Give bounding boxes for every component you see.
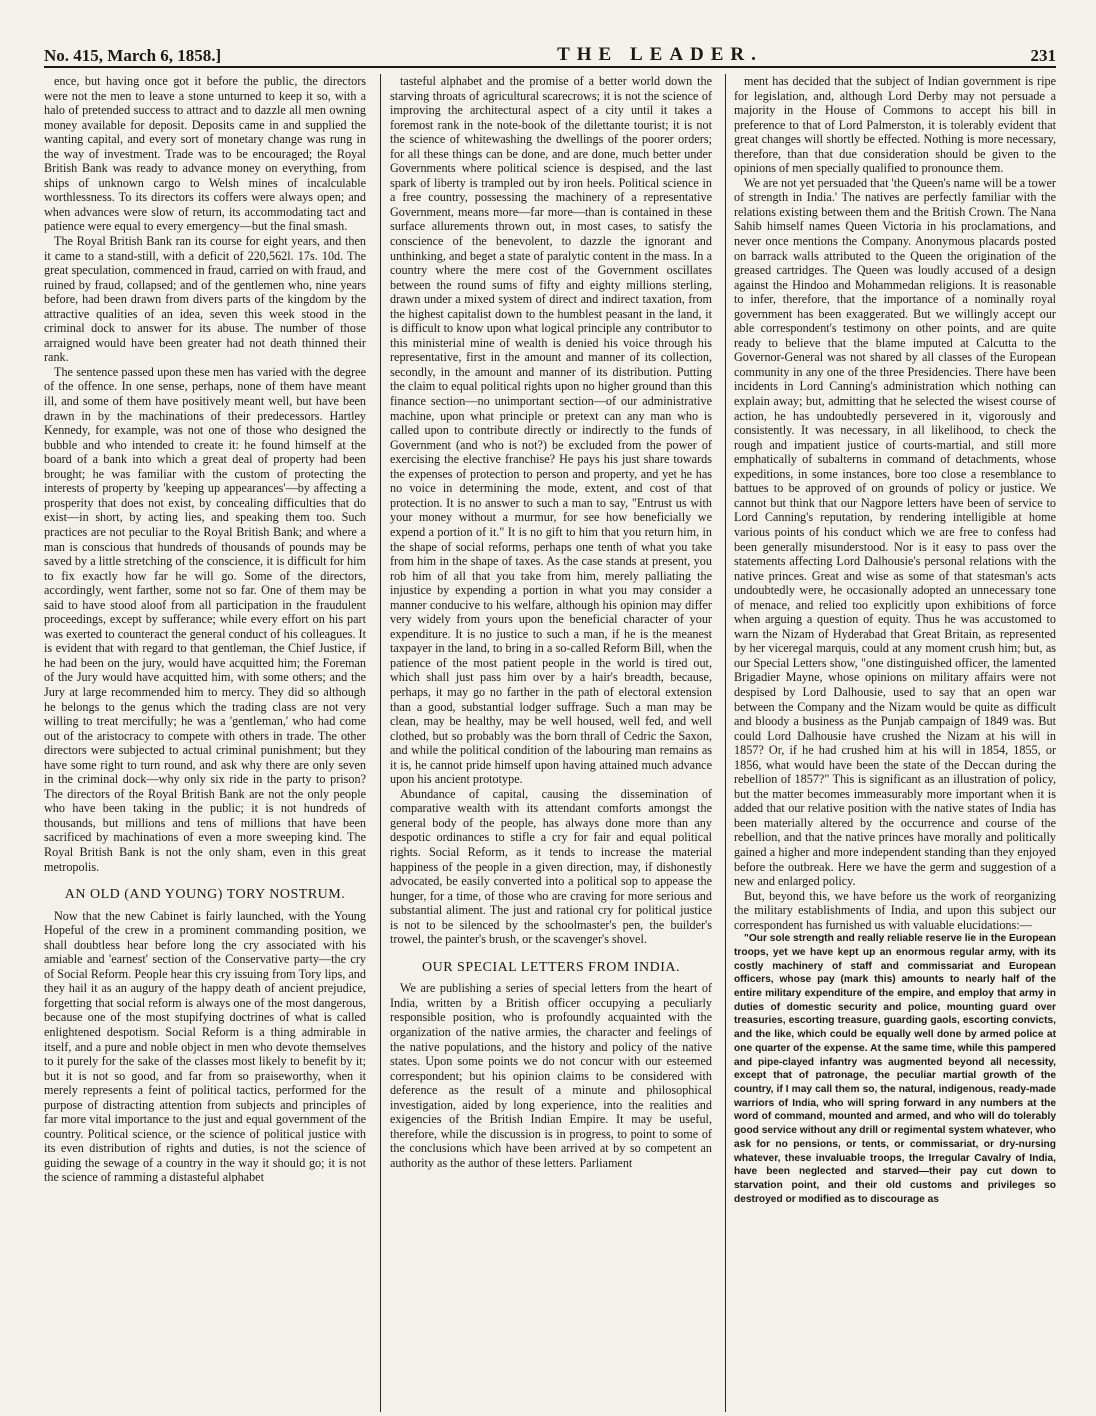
- paragraph: ence, but having once got it before the public, the directors were not the men to leave a stone unturned to keep it so, with a halo of pretended success to attract and to dazzle all men owning money available for deposit. Deposits came in and supplied the wanting capital, and every sort of monetary change was rung in the way of investment. Trade was to be encouraged; the Royal British Bank was ready to advance money on everything, from ships of unknown cargo to Welsh mines of incalculable worthlessness. To its directors its coffers were always open; and when advances were slow of return, its accommodating tact and patience were equal to every emergency—but the final smash.: [44, 74, 366, 234]
- paragraph: tasteful alphabet and the promise of a better world down the starving throats of agricultural scarecrows; it is not the science of improving the architectural aspect of a city until it takes a foremost rank in the note-book of the dilettante tourist; it is not the science of whitewashing the dwellings of the poorer orders; for all these things can be done, and are done, much better under Governments where political science is despised, and the last spark of liberty is trampled out by iron heels. Political science in a free country, possessing the machinery of a representative Government, means more—far more—than is contained in these surface allurements thrown out, in most cases, to satisfy the conscience of the benevolent, to dazzle the ignorant and unthinking, and beget a state of paralytic content in the mass. In a country where the mere cost of the Government oscillates between the round sums of fifty and eighty millions sterling, drawn under a mixed system of direct and indirect taxation, from the highest capitalist down to the humblest peasant in the land, it is difficult to know upon what logical principle any contributor to this ministerial mine of wealth is denied his voice through his representative, first in the amount and manner of its collection, secondly, in the amount and manner of its distribution. Putting the claim to equal political rights upon no higher ground than this finance section—no unimportant section—of our administrative machine, upon what principle or pretext can any man who is called upon to contribute directly or indirectly to the funds of Government (and who is not?) be excluded from the power of exercising the elective franchise? He pays his just share towards the expenses of protection to person and property, and yet he has no voice in determining the mode, extent, and cost of that protection. It is no answer to such a man to say, "Entrust us with your money without a murmur, for see how beneficially we expend a portion of it." It is no gift to him that you return him, in the shape of social reforms, perhaps one tenth of what you take from him in the shape of taxes. As the case stands at present, you rob him of all that you take from him, merely palliating the injustice by expending a portion in what you may consider a manner conducive to his welfare, although his opinion may differ very widely from yours upon the beneficial character of your expenditure. It is no justice to such a man, if he is the meanest taxpayer in the land, to bring in a so-called Reform Bill, when the patience of the most patient people in the world is tired out, which shall just pass him over by a hair's breadth, because, perhaps, it may go no farther in the path of electoral extension than a good, substantial lodger suffrage. Such a man may be clean, may be healthy, may be well housed, well fed, and well clothed, but so probably was the born thrall of Cedric the Saxon, and while the political condition of the labouring man remains as it is, he cannot pride himself upon having attained much advance upon his ancient prototype.: [390, 74, 712, 787]
- column-3: [734, 74, 1056, 1412]
- paragraph: We are publishing a series of special letters from the heart of India, written by a British officer occupying a peculiarly responsible position, who is profoundly acquainted with the organization of the native armies, the character and feelings of the native populations, and the history and policy of the native states. Upon some points we do not concur with our esteemed correspondent; but his opinion claims to be considered with deference as the result of a minute and philosophical investigation, aided by long experience, into the realities and exigencies of the British Indian Empire. It may be useful, therefore, while the discussion is in progress, to point to some of the conclusions which have been arrived at by so competent an authority as the author of these letters. Parliament: [390, 981, 712, 1170]
- paragraph: We are not yet persuaded that 'the Queen's name will be a tower of strength in India.' The natives are perfectly familiar with the relations existing between them and the British Crown. The Nana Sahib himself names Queen Victoria in his proclamations, and never once mentions the Company. Anonymous placards posted on barrack walls attributed to the Queen the origination of the greased cartridges. The Queen was loudly accused of a design against the Hindoo and Mohammedan religions. It is reasonable to infer, therefore, that the importance of a nominally royal government has been exaggerated. But we willingly accept our able correspondent's testimony on other points, and are quite ready to believe that the blame imputed at Calcutta to the Governor-General was not shared by all classes of the European community in any one of the three Presidencies. There have been incidents in Lord Canning's administration which nothing can explain away; but, admitting that he selected the wisest course of action, he has undoubtedly persevered in it, vigorously and consistently. It was necessary, in all likelihood, to check the rough and impatient justice of courts-martial, and still more emphatically of subalterns in command of detachments, whose expeditions, in some instances, bore too close a resemblance to battues to be approved of on grounds of policy or justice. We cannot but think that our Nagpore letters have been of service to Lord Canning's reputation, by rendering intelligible at home various points of his conduct which we are free to confess had been generally misunderstood. Nor is it easy to pass over the statements affecting Lord Dalhousie's personal relations with the native princes. Great and wise as some of that statesman's acts undoubtedly were, he occasionally adopted an unnecessary tone of menace, and relied too explicitly upon exhibitions of force when arguing a question of equity. Thus he was accustomed to warn the Nizam of Hyderabad that Great Britain, as represented by her viceregal marquis, could at any moment crush him; but, as our Special Letters show, "one distinguished officer, the lamented Brigadier Mayne, whose opinions on military affairs were not despised by Lord Dalhousie, used to say that an open war between the Company and the Nizam would be quite as difficult and bloody a business as the Punjab campaign of 1849 was. But could Lord Dalhousie have crushed the Nizam at his will in 1857? Or, if he had crushed him at his will in 1854, 1855, or 1856, what would have been the state of the Deccan during the rebellion of 1857?" This is significant as an illustration of policy, but the matter becomes immeasurably more important when it is added that our relative position with the native states of India has been materially altered by the occurrence and course of the rebellion, and that the native princes have morally and politically gained a higher and more independent standing than they enjoyed before the outbreak. Here we have the germ and suggestion of a new and enlarged policy.: [734, 175, 1056, 889]
- issue-line: No. 415, March 6, 1858.]: [44, 46, 222, 65]
- masthead: [44, 32, 1056, 68]
- paragraph: ment has decided that the subject of Indian government is ripe for legislation, and, although Lord Derby may not persuade a majority in the House of Commons to accept his bill in preference to that of Lord Palmerston, it is tolerably evident that great changes will shortly be effected. Nothing is more necessary, therefore, than that due consideration should be given to the opinions of men specially qualified to pronounce them.: [734, 74, 1056, 176]
- paragraph: Abundance of capital, causing the dissemination of comparative wealth with its attendant comforts amongst the general body of the people, has always done more than any despotic ordinances to stifle a cry for fair and equal political rights. Social Reform, as it tends to increase the material happiness of the people in a given direction, may, if dishonestly advocated, be easily converted into a political sop to appease the hunger, for a time, of those who are craving for more serious and substantial aliment. The just and rational cry for political justice is not to be silenced by the schoolmaster's pen, the builder's trowel, the painter's brush, or the scavenger's shovel.: [390, 786, 712, 947]
- paragraph: The sentence passed upon these men has varied with the degree of the offence. In one sense, perhaps, none of them have meant ill, and some of them have positively meant well, but have been drawn in by the machinations of their predecessors. Hartley Kennedy, for example, was not one of those who designed the bubble and who intended to create it: he found himself at the board of a bank into which a great deal of property had been brought; he was familiar with the custom of protecting the interests of property by 'keeping up appearances'—by affecting a prosperity that does not exist, by concealing difficulties that do exist—in short, by acting lies, and speaking them too. Such practices are not peculiar to the Royal British Bank; and where a man is conscious that hundreds of thousands of pounds may be saved by a little stretching of the conscience, it is difficult for him to fix exactly how far he will go. Some of the directors, accordingly, went farther, some not so far. One of them may be said to have stood aloof from all participation in the fraudulent proceedings, except by sufferance; while every effort on his part was exerted to counteract the general conduct of his colleagues. It is evident that with regard to that gentleman, the Chief Justice, if he had been on the jury, would have acquitted him; the Foreman of the Jury would have acquitted him, with some others; and the Jury at large recommended him to mercy. They did so although he belongs to the genus which the trading class are not very willing to treat mercifully; he was a 'gentleman,' who had come out of the aristocracy to compete with others in trade. The other directors were subjected to actual criminal punishment; but they have some right to turn round, and ask why there are only seven in the criminal dock—why only six ride in the party to prison? The directors of the Royal British Bank are not the only people who have been taking in the public; it is not hundreds of thousands, but millions and tens of millions that have been sacrificed by machinations of even a more sweeping kind. The Royal British Bank is not the only sham, even in this great metropolis.: [44, 364, 366, 874]
- column-rule: [725, 74, 726, 1412]
- page-number: 231: [1030, 46, 1056, 65]
- publication-title: THE LEADER.: [557, 44, 763, 65]
- column-rule: [380, 74, 381, 1412]
- section-heading: AN OLD (AND YOUNG) TORY NOSTRUM.: [64, 887, 346, 903]
- section-heading: OUR SPECIAL LETTERS FROM INDIA.: [421, 959, 681, 975]
- paragraph: But, beyond this, we have before us the work of reorganizing the military establishments of India, and upon this subject our correspondent has furnished us with valuable elucidations:—: [734, 888, 1056, 932]
- paragraph: The Royal British Bank ran its course for eight years, and then it came to a stand-still, with a deficit of 220,562l. 17s. 10d. The great speculation, commenced in fraud, carried on with fraud, and ruined by fraud, collapsed; and of the gentlemen who, nine years before, had been drawn from divers parts of the kingdom by the attractive qualities of an idea, seven this week stood in the criminal dock to answer for its abuse. The number of those arraigned would have been greater had not death thinned their rank.: [44, 234, 366, 365]
- paragraph: Now that the new Cabinet is fairly launched, with the Young Hopeful of the crew in a prominent commanding position, we shall doubtless hear before long the cry associated with his amiable and 'earnest' section of the Conservative party—the cry of Social Reform. People hear this cry issuing from Tory lips, and they hail it as an augury of the happy death of ancient prejudice, forgetting that social reform is always one of the most dangerous, because one of the most stupifying doctrines of what is called enlightened despotism. Social Reform is a thing admirable in itself, and a pure and noble object in men who devote themselves to it purely for the sake of the classes most likely to benefit by it; but it is not so good, and far from so praiseworthy, when it merely represents a feint of political tactics, performed for the purpose of distracting attention from subjects and principles of far more vital importance to the just and equal government of the country. Political science, or the science of political justice with its even distribution of rights and duties, is not the science of guiding the sewage of a country in the way it should go; it is not the science of ramming a distasteful alphabet: [44, 908, 366, 1185]
- quoted-letter: [734, 932, 1056, 1206]
- columns: [44, 74, 1056, 1412]
- column-2: [390, 74, 712, 1412]
- column-1: [44, 74, 366, 1412]
- quote-text: "Our sole strength and really reliable reserve lie in the European troops, yet we have kept up an enormous regular army, with its costly machinery of staff and commissariat and European officers, whose pay (mark this) amounts to nearly half of the entire military expenditure of the empire, and employ that army in duties of domestic security and police, mounting guard over treasuries, escorting treasure, guarding gaols, escorting convicts, and the like, which could be equally well done by armed police at one quarter of the expense. At the same time, while this pampered and pipe-clayed infantry was augmented beyond all necessity, except that of patronage, the peculiar martial growth of the country, if I may call them so, the natural, indigenous, ready-made warriors of India, who will spring forward in any numbers at the word of command, mounted and armed, and who will do tolerably good service without any drill or regimental system whatever, who ask for no pensions, or tents, or commissariat, or dry-nursing whatever, these invaluable troops, the Irregular Cavalry of India, have been neglected and starved—their pay cut down to starvation point, and their old customs and privileges so destroyed or modified as to discourage as: [734, 933, 1056, 1205]
